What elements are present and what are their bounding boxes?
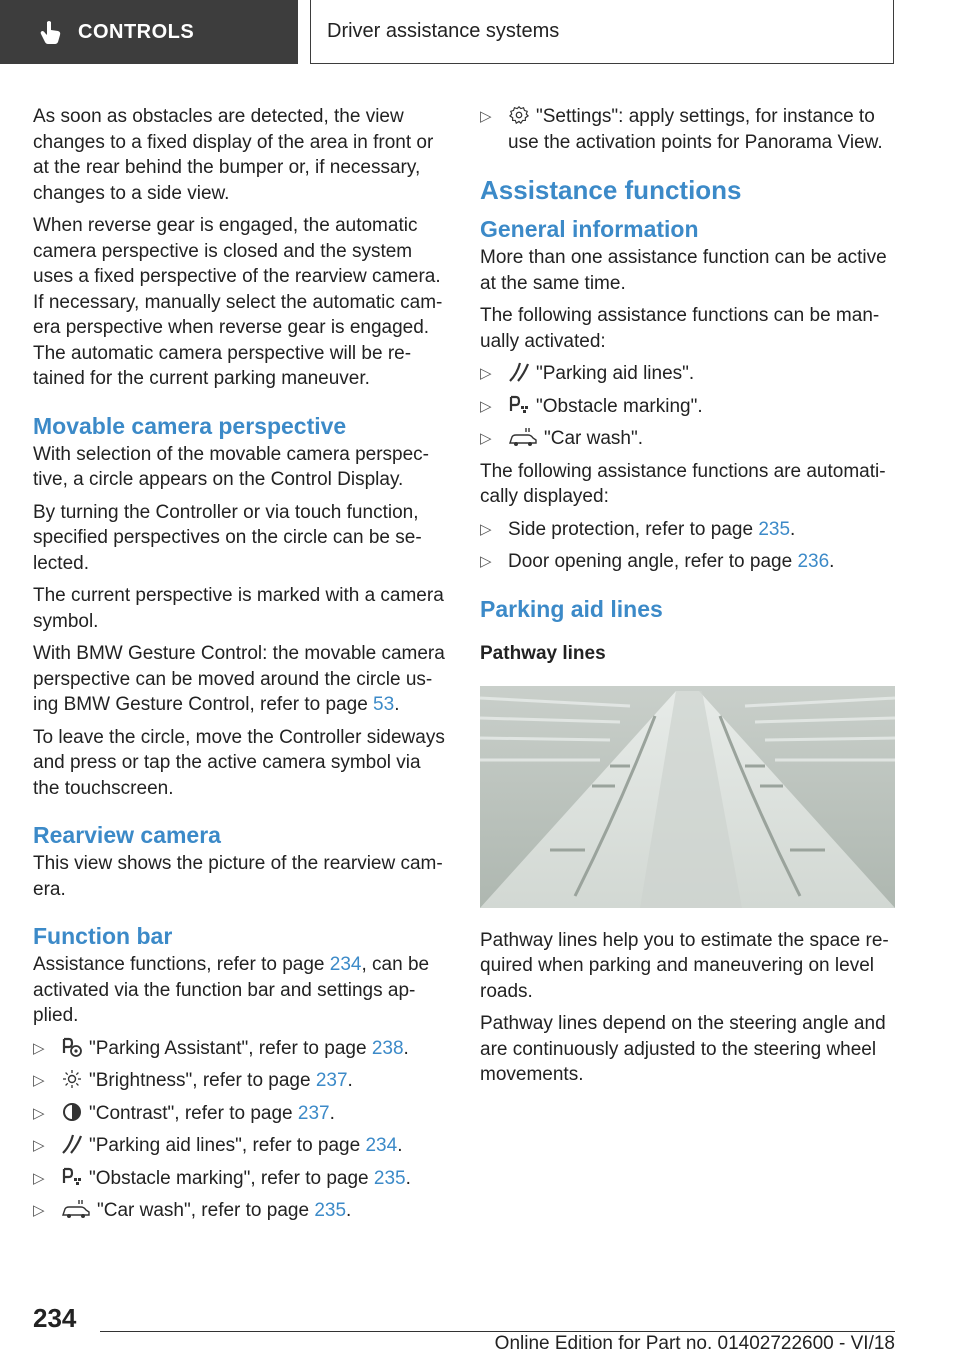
- heading-pathway-lines: Pathway lines: [480, 642, 606, 664]
- page-number: 234: [33, 1303, 77, 1333]
- right-column: [480, 104, 896, 1095]
- header-chapter-tab: [0, 0, 298, 64]
- paragraph: As soon as obstacles are detected, the view changes to a fixed display of the area in front or at the rear behind the bumper or, if necessary, changes to a side view.: [33, 106, 434, 204]
- text: With BMW Gesture Control: the movable camera perspective can be moved around the circle us‐ing BMW Gesture Control, refer to page: [33, 643, 445, 715]
- list-item: [480, 394, 896, 420]
- text: "Contrast", refer to page: [89, 1102, 298, 1124]
- list-item: [33, 1166, 448, 1192]
- heading-assistance-functions: Assistance functions: [480, 175, 742, 205]
- footer-edition: Online Edition for Part no. 01402722600 - VI/18: [494, 1333, 895, 1354]
- list-item: [33, 1101, 448, 1127]
- contrast-icon: [61, 1102, 83, 1122]
- bullet-triangle-icon: ▷: [480, 108, 492, 125]
- text: "Car wash".: [544, 428, 644, 449]
- bullet-triangle-icon: ▷: [33, 1202, 45, 1219]
- text: .: [394, 694, 400, 715]
- brightness-icon: [61, 1069, 83, 1089]
- chapter-label: CONTROLS: [78, 20, 195, 43]
- paragraph: More than one assistance function can be active at the same time.: [480, 247, 887, 294]
- page-link[interactable]: 236: [797, 551, 830, 572]
- list-item: [33, 1036, 448, 1062]
- settings-list: [480, 104, 896, 155]
- list-item: [480, 104, 896, 155]
- list-item: [33, 1068, 448, 1094]
- list-item: [480, 361, 896, 387]
- text: Side protection, refer to page: [508, 518, 759, 540]
- paragraph: This view shows the picture of the rearview cam‐era.: [33, 853, 443, 900]
- text: "Brightness", refer to page: [89, 1070, 316, 1091]
- paragraph: When reverse gear is engaged, the automatic camera perspective is closed and the system uses a fixed perspective of the rearview camera. If necessary, manually select the automatic cam‐era perspective when reverse gear is engaged. The automatic camera perspective will be re‐tained for the current parking maneuver.: [33, 215, 443, 389]
- footer-divider: [100, 1331, 895, 1332]
- bullet-triangle-icon: ▷: [33, 1072, 45, 1089]
- text: .: [329, 1102, 335, 1124]
- page-link[interactable]: 235: [373, 1167, 406, 1189]
- section-title: [310, 0, 894, 64]
- bullet-triangle-icon: ▷: [480, 365, 492, 382]
- text: "Settings": apply settings, for instance to use the activation points for Panorama View.: [508, 106, 883, 153]
- text: , can be activated via the function bar and settings ap‐plied.: [33, 954, 430, 1026]
- text: Assistance functions, refer to page: [33, 954, 330, 975]
- paragraph: [33, 641, 448, 718]
- list-item: [33, 1133, 448, 1159]
- page-link[interactable]: 234: [365, 1135, 398, 1156]
- text: "Obstacle marking", refer to page: [89, 1167, 374, 1189]
- paragraph: To leave the circle, move the Controller sideways and press or tap the active camera symbol via the touchscreen.: [33, 726, 445, 799]
- obstacle-marking-icon: [508, 395, 530, 415]
- heading-function-bar: Function bar: [33, 923, 173, 949]
- paragraph: With selection of the movable camera perspec‐tive, a circle appears on the Control Display.: [33, 443, 430, 490]
- function-bar-list: [33, 1036, 448, 1224]
- pathway-lines-illustration: [480, 686, 895, 908]
- text: "Parking Assistant", refer to page: [89, 1037, 372, 1059]
- paragraph: Pathway lines help you to estimate the space re‐quired when parking and maneuvering on level roads.: [480, 929, 889, 1002]
- bullet-triangle-icon: ▷: [480, 397, 492, 415]
- bullet-triangle-icon: ▷: [480, 520, 492, 538]
- parking-assistant-icon: [61, 1037, 83, 1057]
- left-column: [33, 104, 448, 1231]
- text: "Car wash", refer to page: [97, 1200, 315, 1221]
- section-title-text: Driver assistance systems: [327, 20, 560, 42]
- paragraph: Pathway lines depend on the steering angle and are continuously adjusted to the steering wheel movements.: [480, 1013, 886, 1085]
- heading-movable-camera: Movable camera perspective: [33, 412, 347, 439]
- bullet-triangle-icon: ▷: [33, 1039, 45, 1057]
- paragraph: [33, 952, 448, 1029]
- heading-general-information: General information: [480, 216, 699, 242]
- auto-functions-list: [480, 517, 896, 575]
- hand-pointer-icon: [38, 19, 64, 45]
- page-link[interactable]: 235: [758, 518, 791, 540]
- paragraph: The following assistance functions can be man‐ually activated:: [480, 305, 880, 352]
- paragraph: The following assistance functions are automati‐cally displayed:: [480, 460, 886, 507]
- bullet-triangle-icon: ▷: [480, 553, 492, 570]
- bullet-triangle-icon: ▷: [480, 430, 492, 447]
- list-item: [480, 426, 896, 452]
- bullet-triangle-icon: ▷: [33, 1169, 45, 1187]
- text: Door opening angle, refer to page: [508, 551, 798, 572]
- text: .: [790, 518, 796, 540]
- obstacle-marking-icon: [61, 1167, 83, 1187]
- text: .: [397, 1135, 403, 1156]
- heading-parking-aid-lines: Parking aid lines: [480, 595, 663, 622]
- parking-aid-lines-icon: [508, 362, 530, 382]
- text: .: [405, 1167, 411, 1189]
- car-wash-icon: [508, 427, 538, 447]
- car-wash-icon: [61, 1199, 91, 1219]
- page-link[interactable]: 238: [371, 1037, 404, 1059]
- paragraph: By turning the Controller or via touch function, specified perspectives on the circle can be se‐lected.: [33, 501, 422, 574]
- page-link[interactable]: 53: [373, 694, 395, 715]
- page-link[interactable]: 237: [297, 1102, 330, 1124]
- text: "Obstacle marking".: [536, 395, 703, 417]
- page-link[interactable]: 235: [314, 1200, 347, 1221]
- text: "Parking aid lines".: [536, 363, 695, 384]
- heading-rearview-camera: Rearview camera: [33, 822, 221, 848]
- manual-functions-list: [480, 361, 896, 452]
- bullet-triangle-icon: ▷: [33, 1104, 45, 1122]
- bullet-triangle-icon: ▷: [33, 1137, 45, 1154]
- paragraph: The current perspective is marked with a camera symbol.: [33, 585, 444, 632]
- text: "Parking aid lines", refer to page: [89, 1135, 366, 1156]
- list-item: [480, 549, 896, 575]
- parking-aid-lines-icon: [61, 1134, 83, 1154]
- text: .: [347, 1070, 353, 1091]
- page-link[interactable]: 234: [329, 954, 362, 975]
- list-item: [33, 1198, 448, 1224]
- text: .: [403, 1037, 409, 1059]
- page-link[interactable]: 237: [315, 1070, 348, 1091]
- text: .: [346, 1200, 352, 1221]
- text: .: [829, 551, 835, 572]
- gear-icon: [508, 105, 530, 125]
- list-item: [480, 517, 896, 543]
